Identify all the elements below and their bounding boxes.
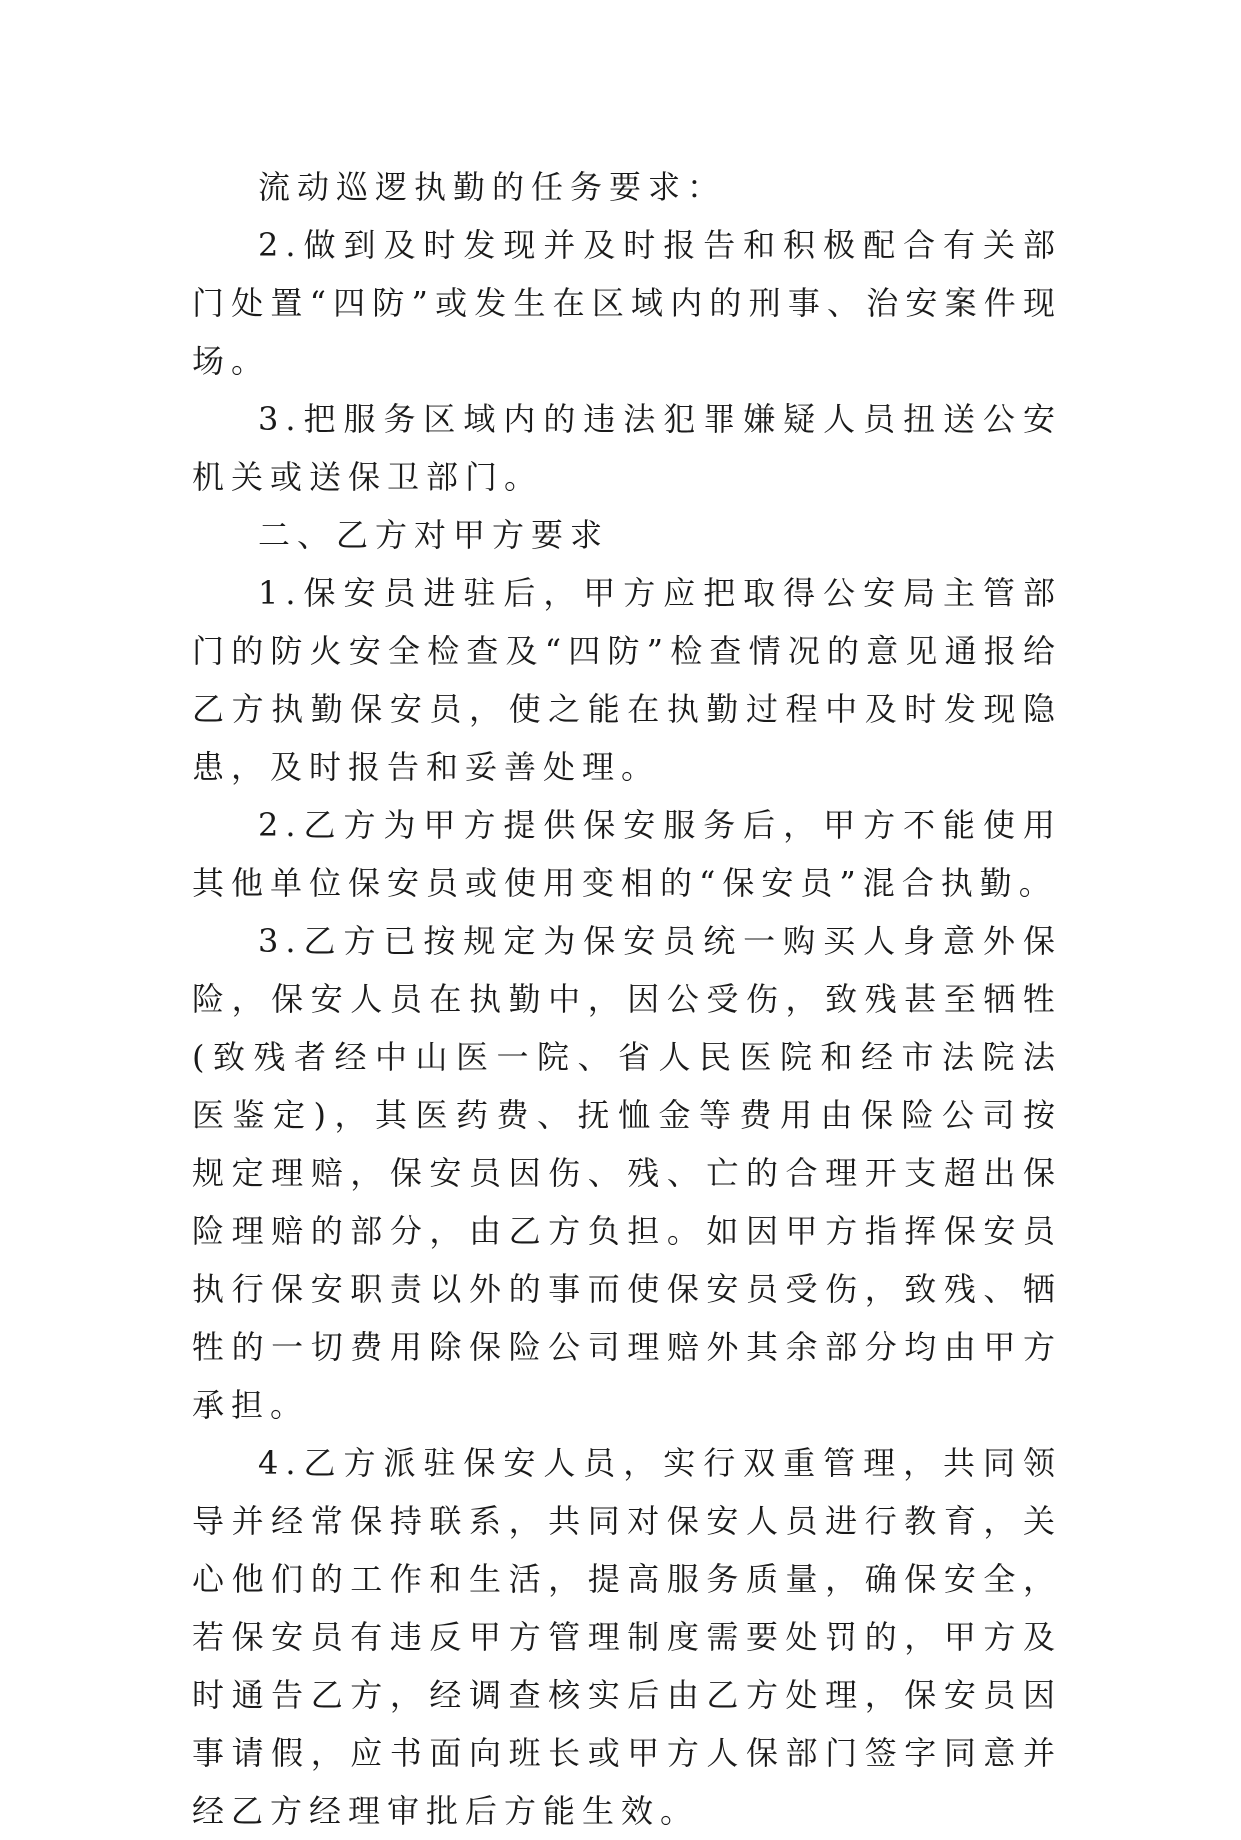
paragraph-item-2-report: 2.做到及时发现并及时报告和积极配合有关部门处置“四防”或发生在区域内的刑事、治安案件现场。 [192,226,1062,380]
paragraph-item-2-no-other-guards: 2.乙方为甲方提供保安服务后，甲方不能使用其他单位保安员或使用变相的“保安员”混合执勤。 [192,806,1062,902]
section-heading-party-b-requirements: 二、乙方对甲方要求 [258,516,610,554]
paragraph-item-4-dual-management: 4.乙方派驻保安人员，实行双重管理，共同领导并经常保持联系，共同对保安人员进行教育，关心他们的工作和生活，提高服务质量，确保安全，若保安员有违反甲方管理制度需要处罚的，甲方及时通告乙方，经调查核实后由乙方处理，保安员因事请假，应书面向班长或甲方人保部门签字同意并经乙方经理审批后方能生效。 [192,1444,1062,1830]
document-body [192,158,1062,1840]
paragraph-item-3-insurance: 3.乙方已按规定为保安员统一购买人身意外保险，保安人员在执勤中，因公受伤，致残甚至牺牲(致残者经中山医一院、省人民医院和经市法院法医鉴定)，其医药费、抚恤金等费用由保险公司按规定理赔，保安员因伤、残、亡的合理开支超出保险理赔的部分，由乙方负担。如因甲方指挥保安员执行保安职责以外的事而使保安员受伤，致残、牺牲的一切费用除保险公司理赔外其余部分均由甲方承担。 [192,922,1062,1424]
paragraph-patrol-requirements-heading: 流动巡逻执勤的任务要求： [258,168,727,206]
paragraph-item-3-escort: 3.把服务区域内的违法犯罪嫌疑人员扭送公安机关或送保卫部门。 [192,400,1062,496]
paragraph-item-1-inspection: 1.保安员进驻后，甲方应把取得公安局主管部门的防火安全检查及“四防”检查情况的意见通报给乙方执勤保安员，使之能在执勤过程中及时发现隐患，及时报告和妥善处理。 [192,574,1062,786]
